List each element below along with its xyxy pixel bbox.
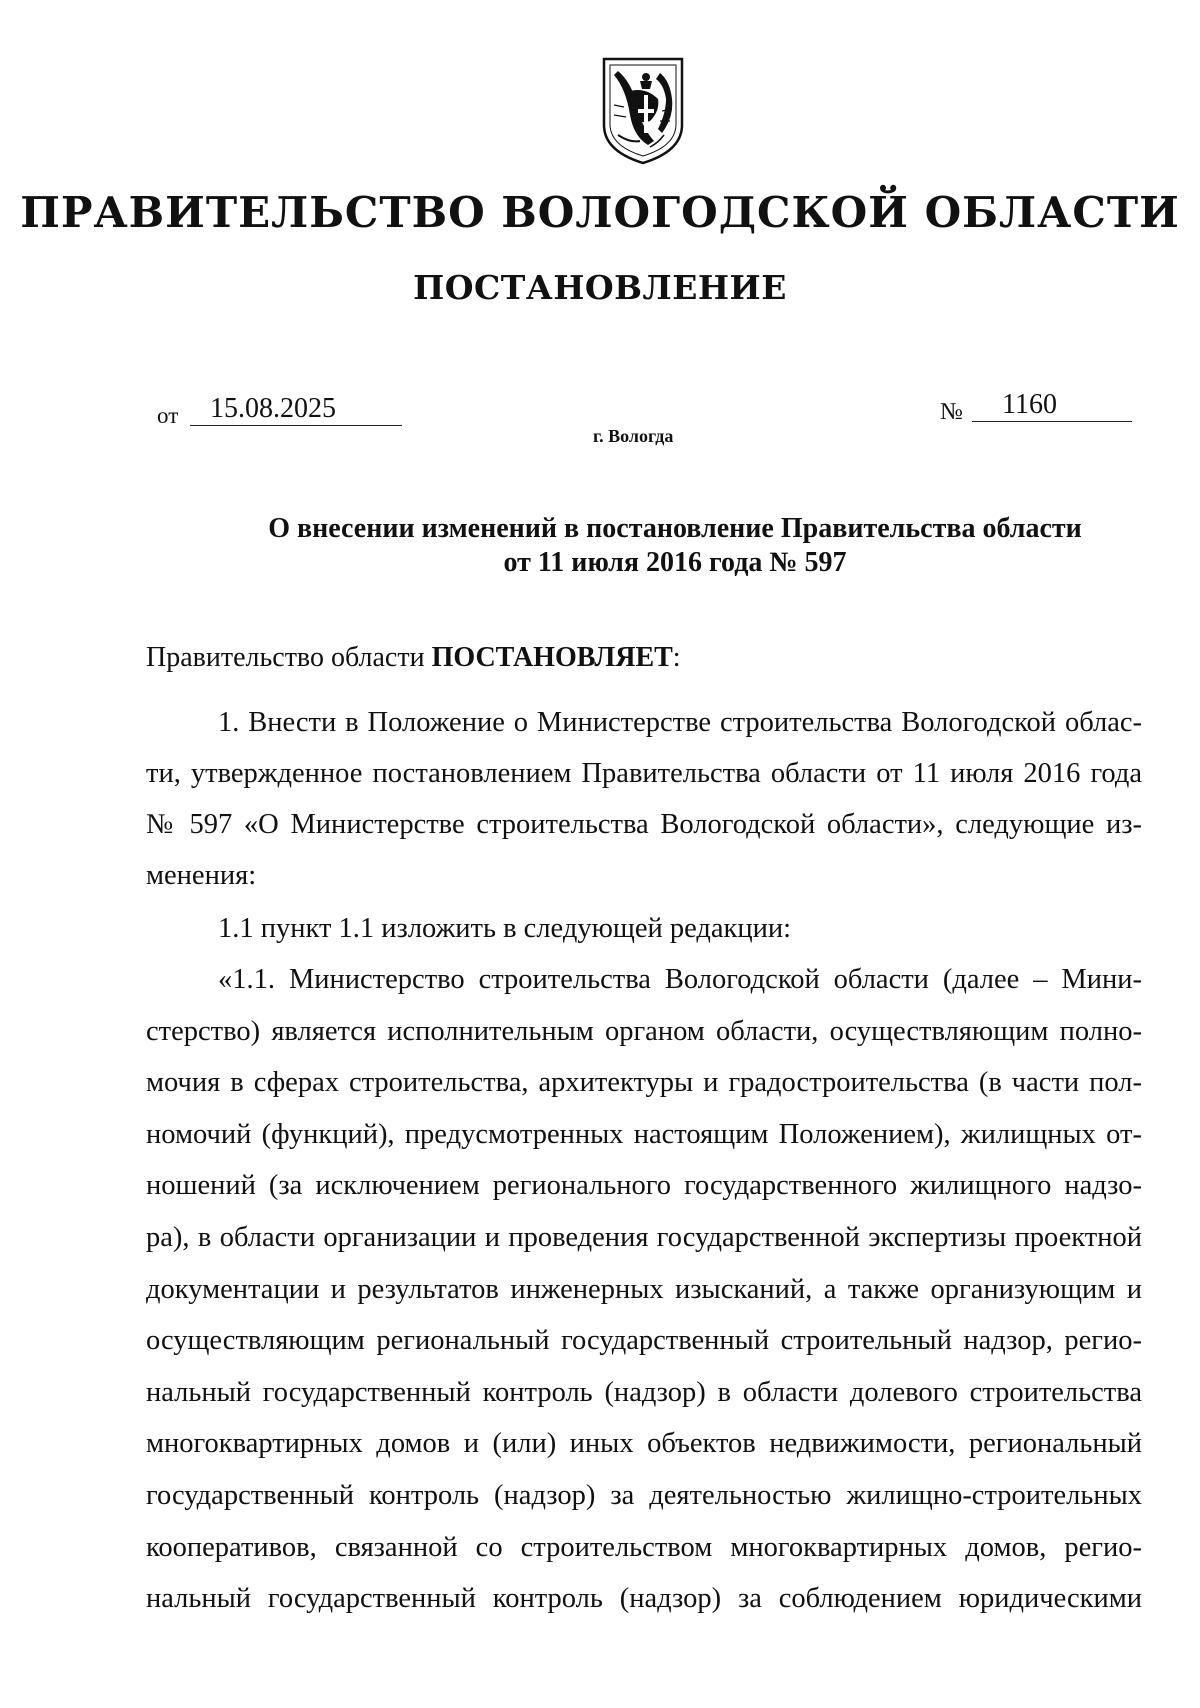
paragraph-3 — [146, 954, 1142, 1625]
text-line: осуществляющим региональный государственный строительный надзор, регио- — [146, 1325, 1142, 1357]
text-line: документации и результатов инженерных изысканий, а также организующим и — [146, 1273, 1142, 1305]
document-subject — [0, 512, 1200, 580]
document-type: ПОСТАНОВЛЕНИЕ — [413, 268, 787, 307]
text-line: менения: — [146, 860, 257, 891]
subject-line: от 11 июля 2016 года № 597 — [503, 547, 847, 578]
opening-text: Правительство области — [146, 642, 432, 673]
text-line: мочия в сферах строительства, архитектуры и градостроительства (в части пол- — [146, 1067, 1142, 1099]
paragraph-1 — [146, 697, 1142, 901]
paragraph-2 — [146, 903, 1142, 954]
opening-keyword: ПОСТАНОВЛЯЕТ — [431, 642, 673, 673]
text-line: 1. Внести в Положение о Министерстве строительства Вологодской облас- — [218, 707, 1142, 738]
text-line: № 597 «О Министерстве строительства Вологодской области», следующие из- — [146, 809, 1142, 840]
subject-line: О внесении изменений в постановление Правительства области — [268, 513, 1082, 544]
text-line: кооперативов, связанной со строительством многоквартирных домов, регио- — [146, 1531, 1142, 1563]
text-line: государственный контроль (надзор) за деятельностью жилищно-строительных — [146, 1479, 1142, 1511]
document-number: 1160 — [972, 390, 1132, 422]
text-line: «1.1. Министерство строительства Вологодской области (далее – Мини- — [218, 964, 1142, 995]
text-line: 1.1 пункт 1.1 изложить в следующей редакции: — [218, 913, 792, 944]
decree-opening — [146, 642, 1142, 674]
city-label: г. Вологда — [593, 426, 674, 446]
text-line: нальный государственный контроль (надзор) в области долевого строительства — [146, 1376, 1142, 1408]
text-line: стерство) является исполнительным органом области, осуществляющим полно- — [146, 1015, 1142, 1047]
opening-colon: : — [672, 642, 681, 673]
number-sign: № — [940, 399, 963, 425]
text-line: нальный государственный контроль (надзор) за соблюдением юридическими — [146, 1583, 1142, 1615]
text-line: ти, утвержденное постановлением Правительства области от 11 июля 2016 года — [146, 758, 1142, 789]
text-line: многоквартирных домов и (или) иных объектов недвижимости, региональный — [146, 1428, 1142, 1460]
government-name: ПРАВИТЕЛЬСТВО ВОЛОГОДСКОЙ ОБЛАСТИ — [20, 188, 1180, 237]
coat-of-arms-icon — [600, 55, 686, 167]
text-line: ра), в области организации и проведения государственной экспертизы проектной — [146, 1221, 1142, 1253]
document-date: 15.08.2025 — [190, 394, 402, 426]
text-line: номочий (функций), предусмотренных настоящим Положением), жилищных от- — [146, 1118, 1142, 1150]
text-line: ношений (за исключением регионального государственного жилищного надзо- — [146, 1170, 1142, 1202]
date-prefix: от — [157, 403, 179, 428]
